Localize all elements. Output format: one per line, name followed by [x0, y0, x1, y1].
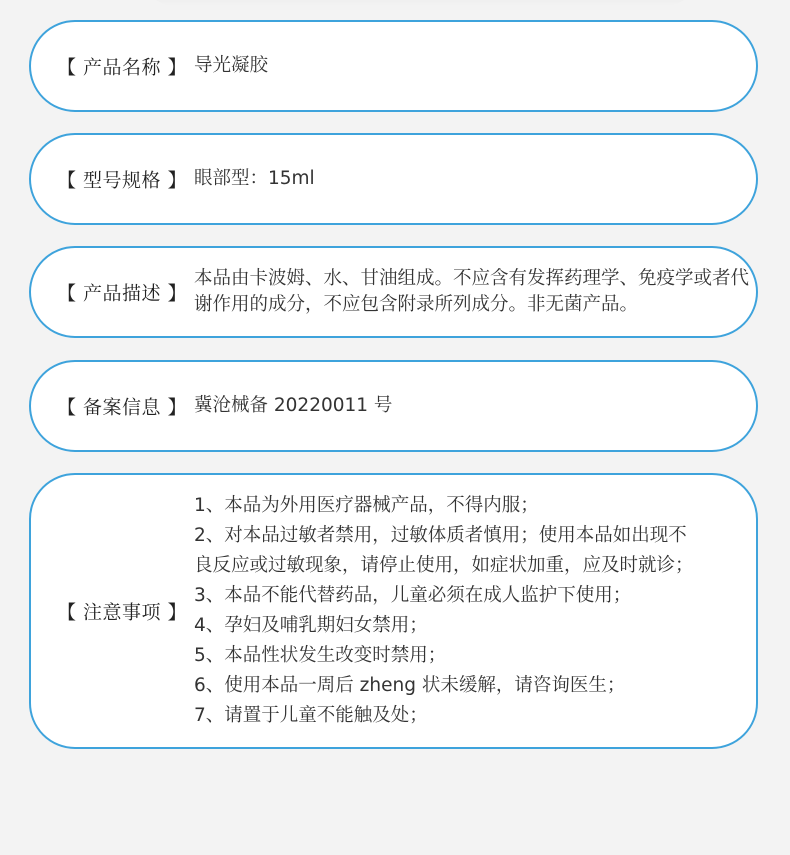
precaution-item: 4、孕妇及哺乳期妇女禁用； [194, 615, 428, 636]
precaution-item: 5、本品性状发生改变时禁用； [194, 645, 447, 666]
precaution-item: 1、本品为外用医疗器械产品，不得内服； [194, 495, 539, 516]
product-name-label: 【 产品名称 】 [57, 56, 188, 79]
product-description-card [29, 246, 758, 338]
top-decorative-shadow [140, 0, 700, 6]
model-spec-label: 【 型号规格 】 [57, 169, 188, 192]
model-spec-card [29, 133, 758, 225]
filing-info-value: 冀沧械备 20220011 号 [194, 395, 393, 416]
precaution-item: 6、使用本品一周后 zheng 状未缓解，请咨询医生； [194, 675, 626, 696]
precautions-list [194, 491, 754, 731]
model-spec-value: 眼部型：15ml [194, 168, 315, 189]
product-name-card [29, 20, 758, 112]
filing-info-label: 【 备案信息 】 [57, 396, 188, 419]
precaution-item: 2、对本品过敏者禁用，过敏体质者慎用；使用本品如出现不 [194, 525, 687, 546]
precautions-card [29, 473, 758, 749]
filing-info-card [29, 360, 758, 452]
precaution-item: 7、请置于儿童不能触及处； [194, 705, 428, 726]
precaution-item: 良反应或过敏现象，请停止使用，如症状加重，应及时就诊； [194, 555, 694, 576]
product-name-value: 导光凝胶 [194, 55, 269, 76]
precautions-label: 【 注意事项 】 [57, 601, 188, 624]
product-description-label: 【 产品描述 】 [57, 282, 188, 305]
precaution-item: 3、本品不能代替药品，儿童必须在成人监护下使用； [194, 585, 632, 606]
product-description-value: 本品由卡波姆、水、甘油组成。不应含有发挥药理学、免疫学或者代谢作用的成分，不应包含附录所列成分。非无菌产品。 [194, 268, 750, 315]
